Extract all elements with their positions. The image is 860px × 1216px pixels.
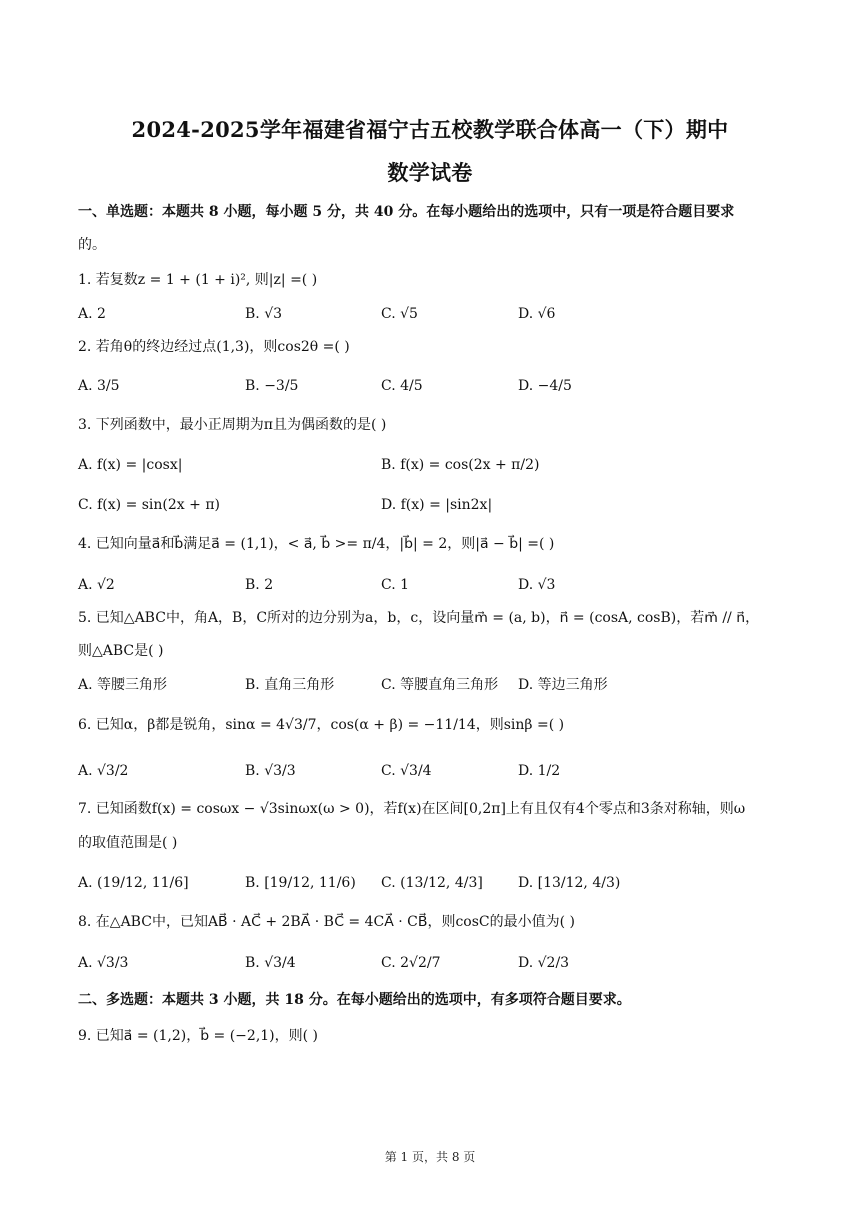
exam-title: 2024-2025学年福建省福宁古五校教学联合体高一（下）期中 — [131, 117, 729, 142]
q8-option-b: B. √3/4 — [245, 955, 296, 971]
q7-option-b: B. [19/12, 11/6) — [245, 875, 356, 891]
section2-heading: 二、多选题：本题共 3 小题，共 18 分。在每小题给出的选项中，有多项符合题目要求。 — [78, 992, 631, 1008]
q1-option-d: D. √6 — [518, 306, 556, 322]
question-4-stem: 4. 已知向量a⃗和b⃗满足a⃗ = (1,1)，< a⃗, b⃗ >= π/4，|b⃗| = 2，则|a⃗ − b⃗| =( ) — [78, 536, 555, 552]
question-1-stem: 1. 若复数z = 1 + (1 + i)², 则|z| =( ) — [78, 272, 318, 288]
q2-option-a: A. 3/5 — [78, 378, 120, 394]
page-footer: 第 1 页，共 8 页 — [384, 1150, 476, 1164]
question-8-stem: 8. 在△ABC中，已知AB⃗ · AC⃗ + 2BA⃗ · BC⃗ = 4CA⃗ · CB⃗，则cosC的最小值为( ) — [78, 914, 576, 930]
q6-option-c: C. √3/4 — [381, 763, 432, 779]
question-2-stem: 2. 若角θ的终边经过点(1,3)，则cos2θ =( ) — [78, 339, 350, 355]
q3-option-a: A. f(x) = |cosx| — [78, 457, 183, 473]
q6-option-a: A. √3/2 — [78, 763, 129, 779]
section1-heading: 一、单选题：本题共 8 小题，每小题 5 分，共 40 分。在每小题给出的选项中，只有一项是符合题目要求 — [78, 204, 735, 220]
q4-option-b: B. 2 — [245, 577, 274, 593]
q5-option-d: D. 等边三角形 — [518, 677, 608, 693]
question-6-stem: 6. 已知α，β都是锐角，sinα = 4√3/7，cos(α + β) = −11/14，则sinβ =( ) — [78, 717, 565, 733]
q2-option-c: C. 4/5 — [381, 378, 423, 394]
q8-option-a: A. √3/3 — [78, 955, 129, 971]
q4-option-a: A. √2 — [78, 577, 115, 593]
q8-option-d: D. √2/3 — [518, 955, 570, 971]
q5-option-a: A. 等腰三角形 — [78, 677, 168, 693]
q6-option-d: D. 1/2 — [518, 763, 561, 779]
section1-heading-cont: 的。 — [78, 237, 106, 253]
question-5-stem: 5. 已知△ABC中，角A，B，C所对的边分别为a，b，c，设向量m⃗ = (a, b)，n⃗ = (cosA, cosB)，若m⃗ // n⃗， — [78, 610, 760, 626]
q2-option-b: B. −3/5 — [245, 378, 299, 394]
q5-option-c: C. 等腰直角三角形 — [381, 677, 499, 693]
q1-option-c: C. √5 — [381, 306, 418, 322]
question-5-stem-cont: 则△ABC是( ) — [78, 643, 164, 659]
q7-option-d: D. [13/12, 4/3) — [518, 875, 621, 891]
question-7-stem-cont: 的取值范围是( ) — [78, 835, 178, 851]
q4-option-c: C. 1 — [381, 577, 410, 593]
q1-option-a: A. 2 — [78, 306, 106, 322]
exam-subtitle: 数学试卷 — [387, 160, 473, 185]
question-3-stem: 3. 下列函数中，最小正周期为π且为偶函数的是( ) — [78, 417, 387, 433]
q4-option-d: D. √3 — [518, 577, 556, 593]
q3-option-d: D. f(x) = |sin2x| — [381, 497, 493, 513]
q3-option-c: C. f(x) = sin(2x + π) — [78, 497, 220, 513]
question-9-stem: 9. 已知a⃗ = (1,2)，b⃗ = (−2,1)，则( ) — [78, 1028, 319, 1044]
q1-option-b: B. √3 — [245, 306, 283, 322]
q8-option-c: C. 2√2/7 — [381, 955, 441, 971]
q7-option-c: C. (13/12, 4/3] — [381, 875, 483, 891]
q6-option-b: B. √3/3 — [245, 763, 296, 779]
q5-option-b: B. 直角三角形 — [245, 677, 335, 693]
q3-option-b: B. f(x) = cos(2x + π/2) — [381, 457, 540, 473]
q2-option-d: D. −4/5 — [518, 378, 572, 394]
question-7-stem: 7. 已知函数f(x) = cosωx − √3sinωx(ω > 0)，若f(x)在区间[0,2π]上有且仅有4个零点和3条对称轴，则ω — [78, 801, 746, 817]
q7-option-a: A. (19/12, 11/6] — [78, 875, 189, 891]
